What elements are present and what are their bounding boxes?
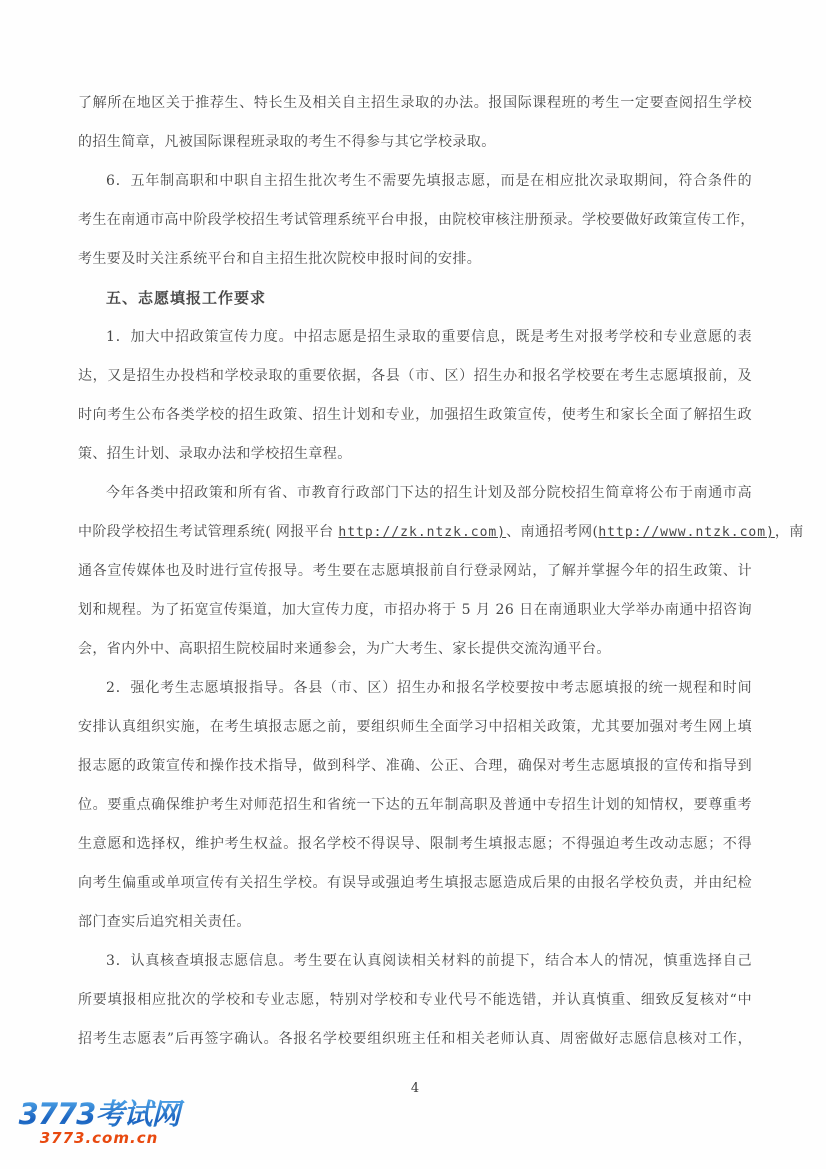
text-line: 今年各类中招政策和所有省、市教育行政部门下达的招生计划及部分院校招生简章将公布于南通市高 [106, 485, 752, 501]
brand-site-url: 3773.com.cn [39, 1129, 159, 1147]
text-line: 时向考生公布各类学校的招生政策、招生计划和专业，加强招生政策宣传，使考生和家长全面了解招生政 [78, 407, 752, 423]
text-segment: ，南 [774, 524, 804, 540]
url-link[interactable]: http://zk.ntzk.com) [338, 525, 507, 540]
text-line: 位。要重点确保维护考生对师范招生和省统一下达的五年制高职及普通中专招生计划的知情权，要尊重考 [78, 797, 752, 813]
text-line: 考生在南通市高中阶段学校招生考试管理系统平台申报，由院校审核注册预录。学校要做好政策宣传工作， [78, 212, 755, 228]
text-line: 安排认真组织实施，在考生填报志愿之前，要组织师生全面学习中招相关政策，尤其要加强对考生网上填 [78, 719, 752, 735]
text-line: 3．认真核查填报志愿信息。考生要在认真阅读相关材料的前提下，结合本人的情况，慎重选择自己 [106, 953, 752, 969]
text-line: 2．强化考生志愿填报指导。各县（市、区）招生办和报名学校要按中考志愿填报的统一规程和时间 [106, 680, 752, 696]
text-line: 1．加大中招政策宣传力度。中招志愿是招生录取的重要信息，既是考生对报考学校和专业意愿的表 [106, 329, 752, 345]
text-segment: 中阶段学校招生考试管理系统( 网报平台 [78, 524, 339, 540]
page-number: 4 [410, 1081, 420, 1096]
text-line: 会，省内外中、高职招生院校届时来通参会，为广大考生、家长提供交流沟通平台。 [78, 641, 611, 657]
watermark-logo[interactable] [12, 1099, 186, 1147]
section-heading: 五、志愿填报工作要求 [106, 289, 267, 307]
text-line: 考生要及时关注系统平台和自主招生批次院校申报时间的安排。 [78, 251, 482, 267]
text-line: 所要填报相应批次的学校和专业志愿，特别对学校和专业代号不能选错，并认真慎重、细致反复核对“中 [78, 992, 752, 1008]
text-line: 策、招生计划、录取办法和学校招生章程。 [78, 446, 352, 462]
text-line [78, 513, 804, 552]
text-line: 了解所在地区关于推荐生、特长生及相关自主招生录取的办法。报国际课程班的考生一定要查阅招生学校 [78, 95, 752, 111]
text-line: 生意愿和选择权，维护考生权益。报名学校不得误导、限制考生填报志愿；不得强迫考生改动志愿；不得 [78, 836, 752, 852]
brand-site-name: 3773考试网 [12, 1099, 186, 1130]
document-body [78, 84, 804, 1059]
text-line: 向考生偏重或单项宣传有关招生学校。有误导或强迫考生填报志愿造成后果的由报名学校负责，并由纪检 [78, 875, 752, 891]
text-line: 划和规程。为了拓宽宣传渠道，加大宣传力度，市招办将于 5 月 26 日在南通职业大学举办南通中招咨询 [78, 602, 752, 618]
text-line: 招考生志愿表”后再签字确认。各报名学校要组织班主任和相关老师认真、周密做好志愿信息核对工作， [78, 1031, 752, 1047]
text-line: 6．五年制高职和中职自主招生批次考生不需要先填报志愿，而是在相应批次录取期间，符合条件的 [106, 173, 752, 189]
url-link[interactable]: http://www.ntzk.com) [598, 525, 775, 540]
text-line: 通各宣传媒体也及时进行宣传报导。考生要在志愿填报前自行登录网站，了解并掌握今年的招生政策、计 [78, 563, 752, 579]
text-line: 达，又是招生办投档和学校录取的重要依据，各县（市、区）招生办和报名学校要在考生志愿填报前，及 [78, 368, 752, 384]
text-line: 报志愿的政策宣传和操作技术指导，做到科学、准确、公正、合理，确保对考生志愿填报的宣传和指导到 [78, 758, 752, 774]
text-line: 的招生简章，凡被国际课程班录取的考生不得参与其它学校录取。 [78, 134, 496, 150]
text-segment: 、南通招考网( [506, 524, 599, 540]
text-line: 部门查实后追究相关责任。 [78, 914, 251, 930]
